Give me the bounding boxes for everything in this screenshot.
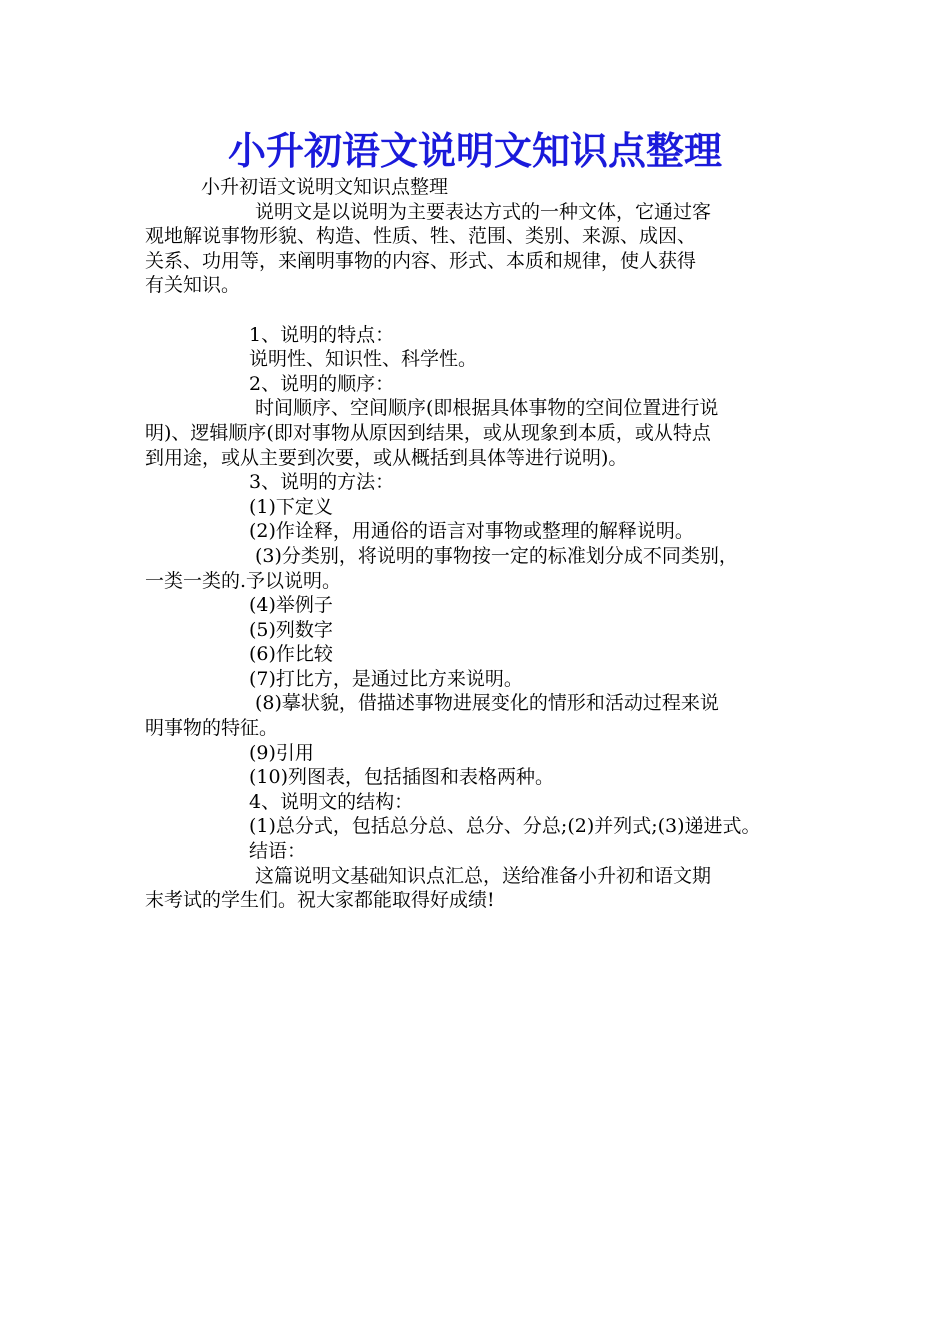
- order-heading: 2、说明的顺序：: [249, 372, 395, 395]
- method-3-line-1: (3)分类别，将说明的事物按一定的标准划分成不同类别，: [255, 544, 738, 567]
- features-heading: 1、说明的特点：: [249, 323, 395, 346]
- document-body: [145, 175, 815, 913]
- method-10: (10)列图表，包括插图和表格两种。: [249, 766, 555, 789]
- method-8-line-1: (8)摹状貌，借描述事物进展变化的情形和活动过程来说: [255, 692, 719, 715]
- method-4: (4)举例子: [249, 594, 333, 617]
- conclusion-line-2: 末考试的学生们。祝大家都能取得好成绩!: [145, 889, 495, 912]
- method-6: (6)作比较: [249, 643, 333, 666]
- method-8-line-2: 明事物的特征。: [145, 717, 279, 740]
- method-1: (1)下定义: [249, 495, 333, 518]
- order-text-line-1: 时间顺序、空间顺序(即根据具体事物的空间位置进行说: [255, 397, 719, 420]
- intro-line-3: 关系、功用等，来阐明事物的内容、形式、本质和规律，使人获得: [145, 249, 697, 272]
- intro-line-4: 有关知识。: [145, 274, 241, 297]
- intro-line-1: 说明文是以说明为主要表达方式的一种文体，它通过客: [255, 200, 712, 223]
- method-2: (2)作诠释，用通俗的语言对事物或整理的解释说明。: [249, 520, 694, 543]
- method-7: (7)打比方，是通过比方来说明。: [249, 667, 523, 690]
- structure-text: (1)总分式，包括总分总、总分、分总;(2)并列式;(3)递进式。: [249, 815, 761, 838]
- conclusion-line-1: 这篇说明文基础知识点汇总，送给准备小升初和语文期: [255, 864, 712, 887]
- order-text-line-2: 明)、逻辑顺序(即对事物从原因到结果，或从现象到本质，或从特点: [145, 421, 711, 444]
- conclusion-heading: 结语：: [249, 840, 307, 863]
- method-3-line-2: 一类一类的.予以说明。: [145, 569, 342, 592]
- method-5: (5)列数字: [249, 618, 333, 641]
- order-text-line-3: 到用途，或从主要到次要，或从概括到具体等进行说明)。: [145, 446, 628, 469]
- method-9: (9)引用: [249, 741, 314, 764]
- structure-heading: 4、说明文的结构：: [249, 790, 414, 813]
- subtitle: 小升初语文说明文知识点整理: [201, 176, 449, 198]
- blank-line: [145, 298, 815, 323]
- intro-line-2: 观地解说事物形貌、构造、性质、牲、范围、类别、来源、成因、: [145, 225, 697, 248]
- features-text: 说明性、知识性、科学性。: [249, 348, 478, 371]
- document-title: 小升初语文说明文知识点整理: [227, 128, 722, 173]
- methods-heading: 3、说明的方法：: [249, 471, 395, 494]
